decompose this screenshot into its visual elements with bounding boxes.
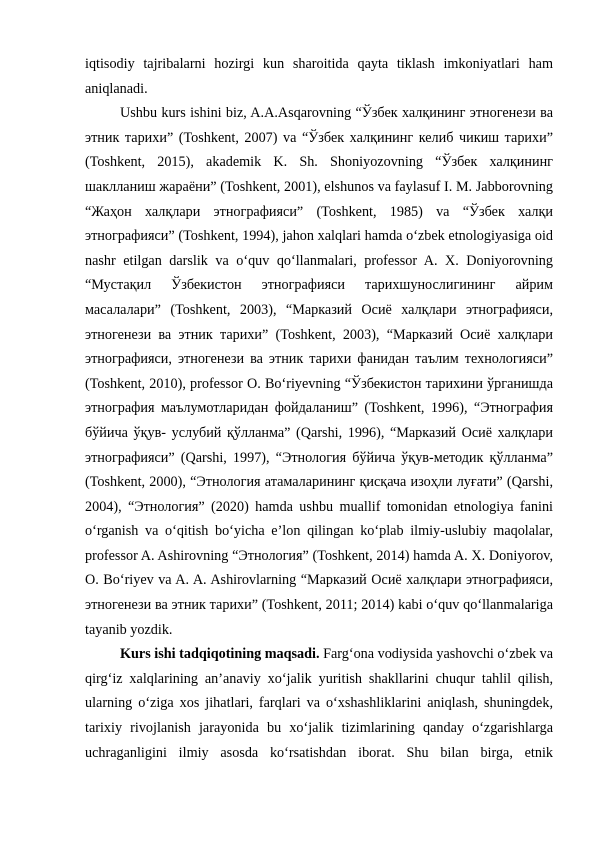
paragraph-heading: Kurs ishi tadqiqotining maqsadi.	[120, 646, 320, 663]
paragraph-text: Farg‘ona vodiysida yashovchi o‘zbek va qirg‘iz xalqlarining an’anaviy xo‘jalik yuritish shakllarini chuqur tahlil qilish, ularning o‘ziga xos jihatlari, farqlari va o‘xshashliklarini aniqlash, shuningdek, tarixiy rivojlanish jarayonida bu xo‘jalik tizimlarining qanday o‘zgarishlarga uchraganligini ilmiy asosda ko‘rsatishdan iborat. Shu bilan birga, etnik	[85, 646, 553, 761]
document-page	[85, 52, 553, 765]
paragraph-intro-end	[85, 52, 553, 101]
paragraph-sources	[85, 101, 553, 642]
paragraph-text: iqtisodiy tajribalarni hozirgi kun sharoitida qayta tiklash imkoniyatlari ham aniqlanadi.	[85, 56, 553, 97]
paragraph-text: Ushbu kurs ishini biz, A.A.Asqarovning “Ўзбек халқининг этногенези ва этник тарихи” (Toshkent, 2007) va “Ўзбек халқининг келиб чикиш тарихи” (Toshkent, 2015), akademik K. Sh. Shoniyozovning “Ўзбек халқининг шаклланиш жараёни” (Toshkent, 2001), elshunos va faylasuf I. M. Jabborovning “Жаҳон халқлари этнографияси” (Toshkent, 1985) va “Ўзбек халқи этнографияси” (Toshkent, 1994), jahon xalqlari hamda o‘zbek etnologiyasiga oid nashr etilgan darslik va o‘quv qo‘llanmalari, professor A. X. Doniyorovning “Мустақил Ўзбекистон этнографияси тарихшунослигининг айрим масалалари” (Toshkent, 2003), “Марказий Осиё халқлари этнографияси, этногенези ва этник тарихи” (Toshkent, 2003), “Марказий Осиё халқлари этнографияси, этногенези ва этник тарихи фанидан таълим технологияси” (Toshkent, 2010), professor O. Bo‘riyevning “Ўзбекистон тарихини ўрганишда этнография маълумотларидан фойдаланиш” (Toshkent, 1996), “Этнография бўйича ўқув- услубий қўлланма” (Qarshi, 1996), “Марказий Осиё халқлари этнографияси” (Qarshi, 1997), “Этнология бўйича ўқув-методик қўлланма” (Toshkent, 2000), “Этнология атамаларининг қисқача изоҳли луғати” (Qarshi, 2004), “Этнология” (2020) hamda ushbu muallif tomonidan etnologiya fanini o‘rganish va o‘qitish bo‘yicha e’lon qilingan ko‘plab ilmiy-uslubiy maqolalar, professor A. Ashirovning “Этнология” (Toshkent, 2014) hamda A. X. Doniyorov, O. Bo‘riyev va A. A. Ashirovlarning “Марказий Осиё халқлари этнографияси, этногенези ва этник тарихи” (Toshkent, 2011; 2014) kabi o‘quv qo‘llanmalariga tayanib yozdik.	[85, 105, 553, 638]
paragraph-research-goal	[85, 642, 553, 765]
